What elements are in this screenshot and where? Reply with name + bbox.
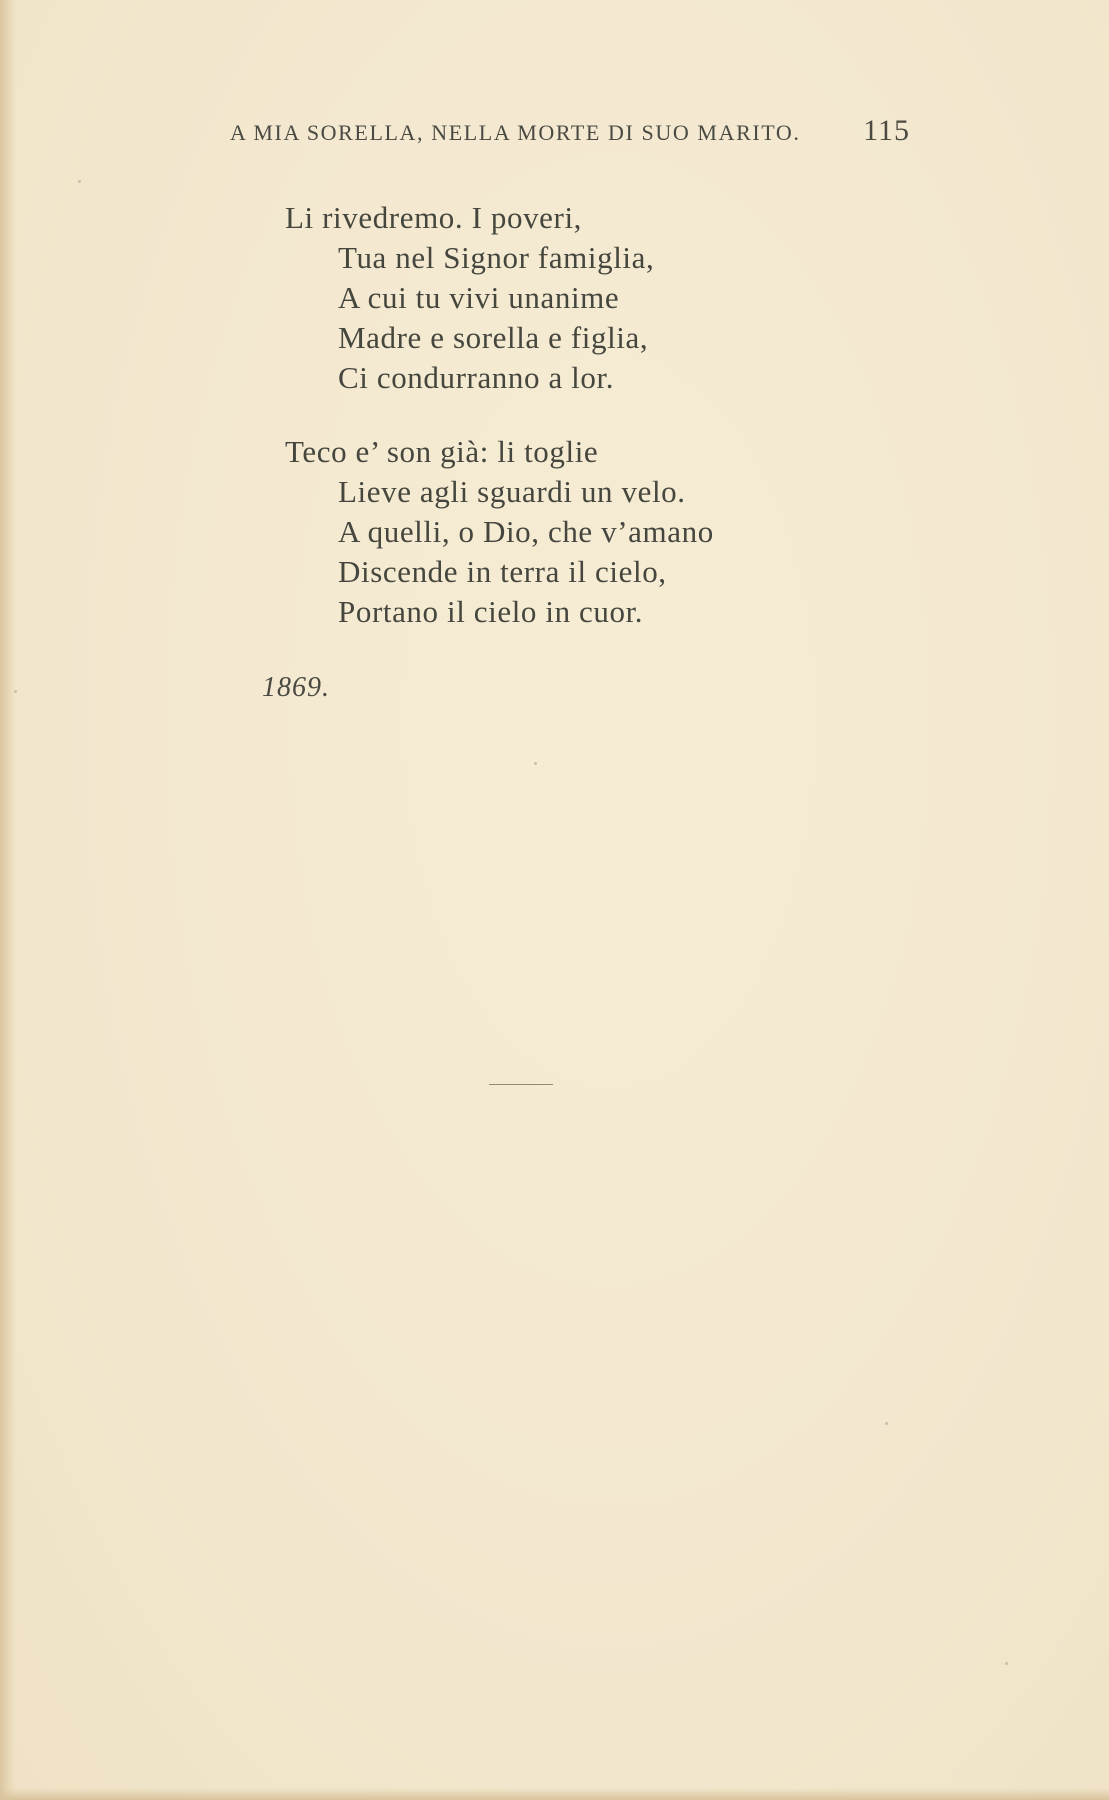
running-head: [230, 116, 910, 152]
paper-speck: [1005, 1662, 1008, 1665]
verse-line: Li rivedremo. I poveri,: [285, 200, 583, 235]
verse-line: Teco e’ son già: li toglie: [285, 434, 599, 469]
stanza-1: [285, 198, 654, 398]
verse-line: Tua nel Signor famiglia,: [338, 240, 655, 275]
verse-line: Ci condurranno a lor.: [338, 360, 615, 395]
verse-line: Lieve agli sguardi un velo.: [338, 474, 686, 509]
verse-line: A cui tu vivi unanime: [338, 280, 620, 315]
paper-speck: [78, 180, 81, 183]
running-title: A MIA SORELLA, NELLA MORTE DI SUO MARITO.: [230, 120, 801, 145]
paper-speck: [14, 690, 17, 693]
verse-line: Discende in terra il cielo,: [338, 554, 667, 589]
page-number: 115: [863, 114, 910, 147]
verse-line: Portano il cielo in cuor.: [338, 594, 644, 629]
paper-speck: [534, 762, 537, 765]
paper-speck: [885, 1422, 888, 1425]
verse-line: Madre e sorella e figlia,: [338, 320, 649, 355]
page-bottom-edge: [0, 1788, 1109, 1800]
end-rule: [489, 1084, 553, 1085]
poem-date: 1869.: [262, 672, 330, 703]
verse-line: A quelli, o Dio, che v’amano: [338, 514, 714, 549]
page-binding-edge: [0, 0, 16, 1800]
stanza-2: [285, 432, 714, 632]
